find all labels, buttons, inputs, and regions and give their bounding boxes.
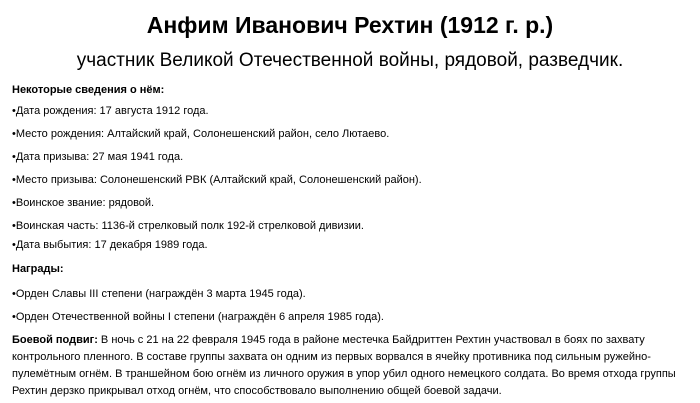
page-title: Анфим Иванович Рехтин (1912 г. р.) xyxy=(146,12,554,38)
info-item-draft-place: •Место призыва: Солонешенский РВК (Алтайский край, Солонешенский район). xyxy=(12,174,422,186)
info-heading: Некоторые сведения о нём: xyxy=(12,84,165,96)
info-item-birth-place: •Место рождения: Алтайский край, Солонешенский район, село Лютаево. xyxy=(12,128,390,140)
info-item-unit: •Воинская часть: 1136-й стрелковый полк 192-й стрелковой дивизии. xyxy=(12,220,364,232)
award-item-patriotic-war-order: •Орден Отечественной войны I степени (награждён 6 апреля 1985 года). xyxy=(12,311,384,323)
awards-heading: Награды: xyxy=(12,263,64,275)
award-item-glory-order: •Орден Славы III степени (награждён 3 марта 1945 года). xyxy=(12,288,306,300)
info-item-rank: •Воинское звание: рядовой. xyxy=(12,197,155,209)
info-item-draft-date: •Дата призыва: 27 мая 1941 года. xyxy=(12,151,184,163)
feat-paragraph xyxy=(12,332,694,400)
feat-text: В ночь с 21 на 22 февраля 1945 года в районе местечка Байдриттен Рехтин участвовал в боях по захвату контрольного пленного. В составе группы захвата он одним из первых ворвался в ячейку противника под сильным ружейно-пулемётным огнём. В траншейном бою огнём из личного оружия в упор убил одного немецкого солдата. Во время отхода группы Рехтин дерзко прикрывал отход огнём, что способствовало выполнению общей боевой задачи. xyxy=(12,334,676,397)
feat-label: Боевой подвиг: xyxy=(12,334,98,346)
info-item-departure-date: •Дата выбытия: 17 декабря 1989 года. xyxy=(12,239,208,251)
info-item-birth-date: •Дата рождения: 17 августа 1912 года. xyxy=(12,105,209,117)
page-subtitle: участник Великой Отечественной войны, рядовой, разведчик. xyxy=(76,50,624,71)
